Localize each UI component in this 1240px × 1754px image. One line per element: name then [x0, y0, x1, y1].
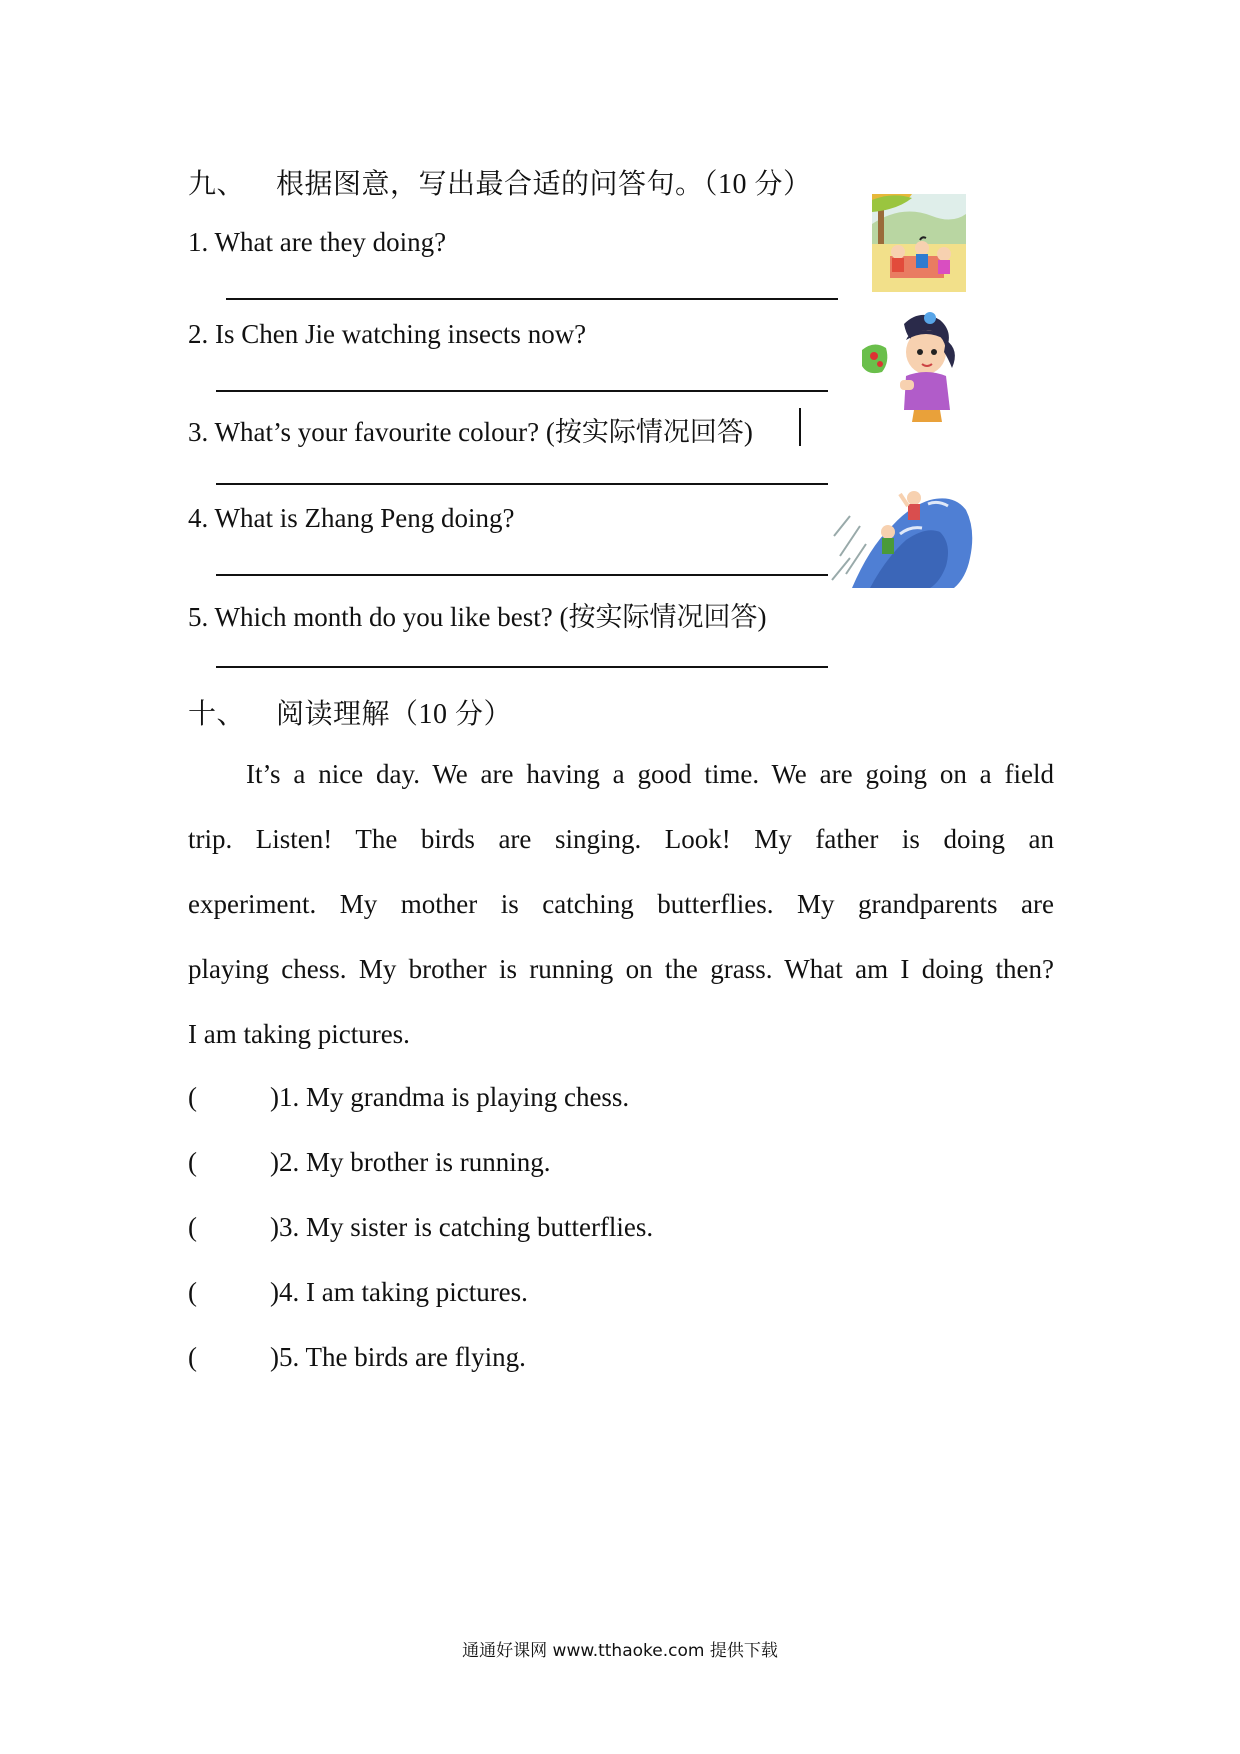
section-10-title [188, 692, 512, 732]
section-9-heading: 根据图意，写出最合适的问答句。（10 分） [276, 169, 812, 200]
question-3: 3. What’s your favourite colour? (按实际情况回答) [188, 417, 753, 447]
picnic-scene-picture [872, 194, 966, 292]
question-5: 5. Which month do you like best? (按实际情况回答) [188, 602, 767, 632]
section-9-number: 九、 [188, 169, 246, 200]
passage-line-5: I am taking pictures. [188, 1019, 410, 1049]
answer-line-1[interactable] [226, 298, 838, 300]
passage-line-3: experiment. My mother is catching butterflies. My grandparents are [188, 889, 1054, 919]
question-4: 4. What is Zhang Peng doing? [188, 503, 515, 533]
section-10-heading: 阅读理解（10 分） [276, 699, 513, 730]
question-1: 1. What are they doing? [188, 227, 447, 257]
answer-bracket[interactable]: ( [188, 1147, 197, 1177]
passage-line-1: It’s a nice day. We are having a good time. We are going on a field [246, 759, 1054, 789]
answer-line-2[interactable] [216, 390, 828, 392]
passage-line-4: playing chess. My brother is running on the grass. What am I doing then? [188, 954, 1054, 984]
answer-bracket[interactable]: ( [188, 1342, 197, 1372]
question-2: 2. Is Chen Jie watching insects now? [188, 319, 587, 349]
judgment-1: ( )1. My grandma is playing chess. [188, 1082, 630, 1112]
text-cursor [799, 408, 801, 446]
section-10-number: 十、 [188, 699, 246, 730]
section-9-title [188, 162, 812, 202]
answer-line-3[interactable] [216, 483, 828, 485]
boy-climbing-mountain-picture [830, 486, 978, 588]
answer-bracket[interactable]: ( [188, 1277, 197, 1307]
girl-watching-insects-picture [860, 310, 964, 424]
judgment-3: ( )3. My sister is catching butterflies. [188, 1212, 654, 1242]
answer-line-5[interactable] [216, 666, 828, 668]
answer-bracket[interactable]: ( [188, 1212, 197, 1242]
passage-line-2: trip. Listen! The birds are singing. Look! My father is doing an [188, 824, 1054, 854]
answer-line-4[interactable] [216, 574, 828, 576]
reading-passage [188, 742, 1054, 1067]
judgment-5: ( )5. The birds are flying. [188, 1342, 526, 1372]
page-footer: 通通好课网 www.tthaoke.com 提供下载 [462, 1641, 778, 1661]
answer-bracket[interactable]: ( [188, 1082, 197, 1112]
judgment-4: ( )4. I am taking pictures. [188, 1277, 528, 1307]
judgment-2: ( )2. My brother is running. [188, 1147, 551, 1177]
